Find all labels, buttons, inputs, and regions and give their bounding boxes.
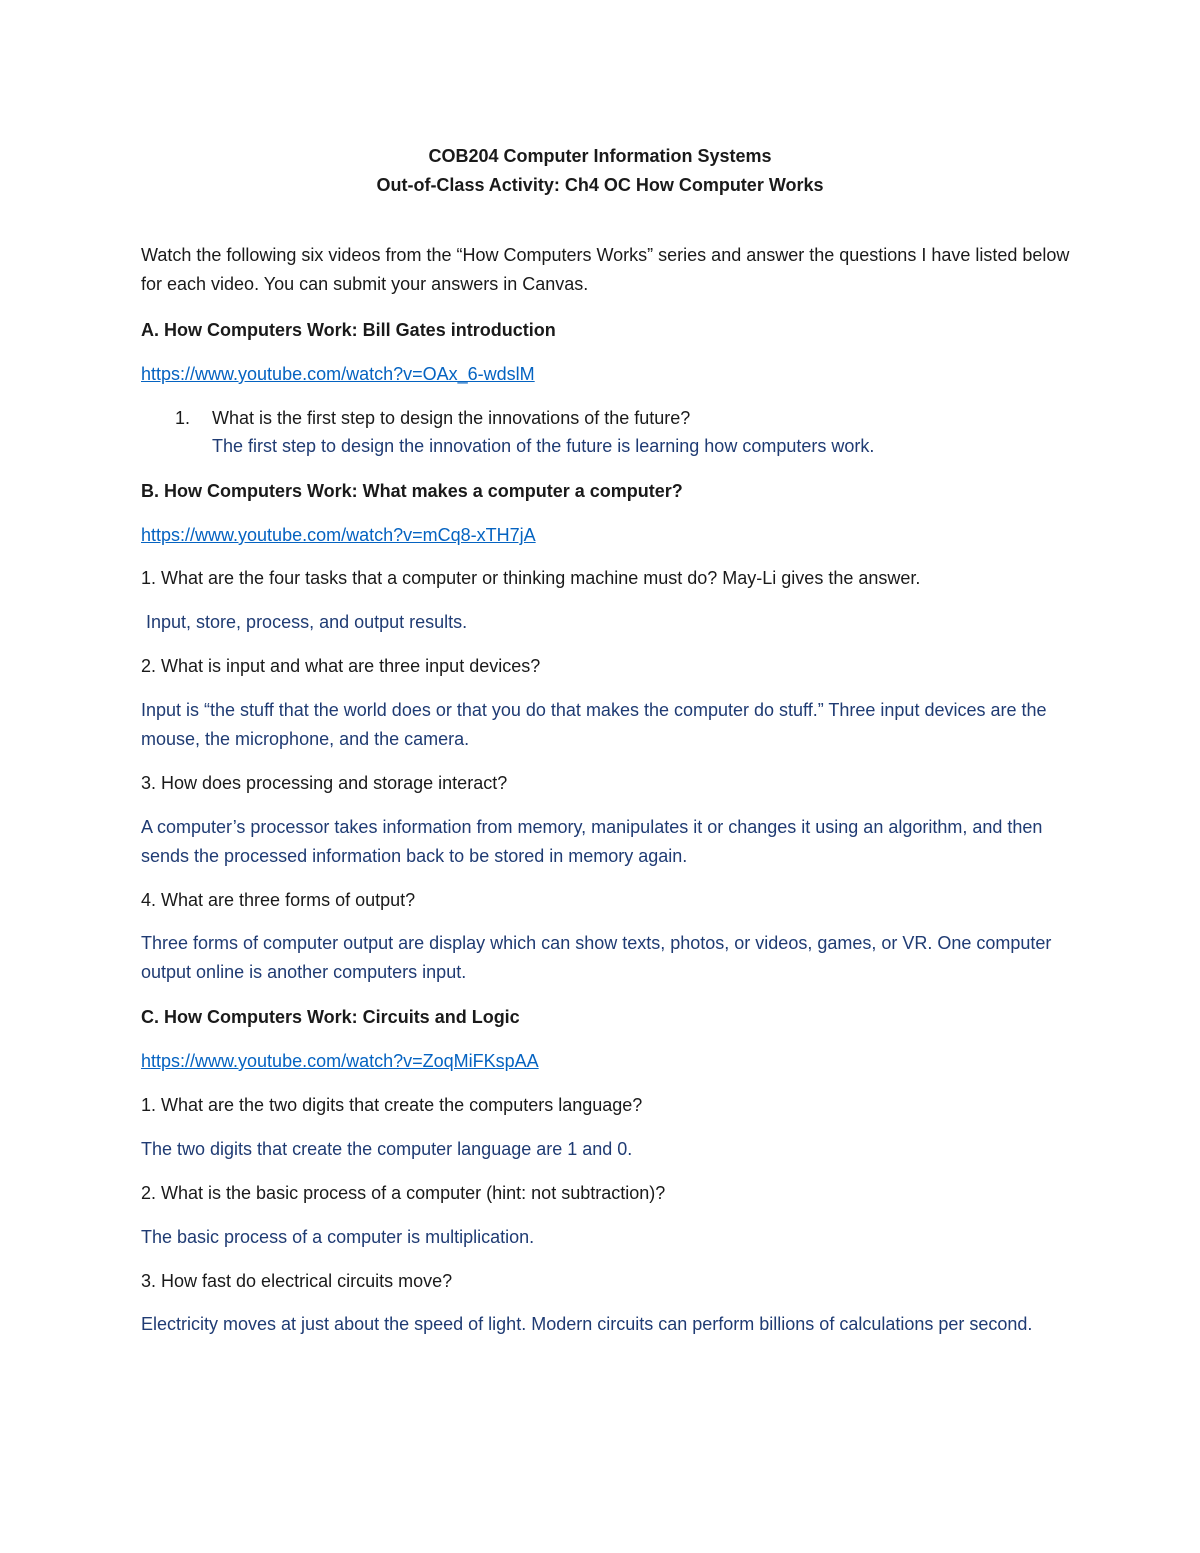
section-c-answer-2: The basic process of a computer is multiplication. (141, 1227, 535, 1247)
section-a-video-link[interactable]: https://www.youtube.com/watch?v=OAx_6-wdslM (141, 364, 535, 384)
section-a-answer-1: The first step to design the innovation of the future is learning how computers work. (212, 436, 875, 456)
section-b-answer-2: Input is “the stuff that the world does or that you do that makes the computer do stuff.” Three input devices are the mouse, the microphone, and the camera. (141, 700, 1047, 749)
question-text: What is the first step to design the innovations of the future? (212, 408, 691, 428)
section-c-video-link[interactable]: https://www.youtube.com/watch?v=ZoqMiFKspAA (141, 1051, 539, 1071)
section-c-answer-1: The two digits that create the computer language are 1 and 0. (141, 1139, 633, 1159)
section-b-question-3: 3. How does processing and storage interact? (141, 773, 508, 793)
section-a-heading: A. How Computers Work: Bill Gates introduction (141, 320, 556, 340)
section-c-question-3: 3. How fast do electrical circuits move? (141, 1271, 453, 1291)
section-b-question-2: 2. What is input and what are three input devices? (141, 656, 541, 676)
section-a-question-1 (175, 406, 690, 430)
document-title: COB204 Computer Information Systems (428, 146, 772, 166)
section-b-question-4: 4. What are three forms of output? (141, 890, 416, 910)
document-subtitle: Out-of-Class Activity: Ch4 OC How Computer Works (376, 175, 824, 195)
section-c-question-1: 1. What are the two digits that create the computers language? (141, 1095, 643, 1115)
section-b-answer-1: Input, store, process, and output results. (146, 612, 468, 632)
section-b-answer-3: A computer’s processor takes information from memory, manipulates it or changes it using an algorithm, and then sends the processed information back to be stored in memory again. (141, 817, 1043, 866)
section-b-video-link[interactable]: https://www.youtube.com/watch?v=mCq8-xTH7jA (141, 525, 536, 545)
section-c-question-2: 2. What is the basic process of a computer (hint: not subtraction)? (141, 1183, 666, 1203)
section-b-heading: B. How Computers Work: What makes a computer a computer? (141, 481, 683, 501)
section-b-question-1: 1. What are the four tasks that a computer or thinking machine must do? May-Li gives the answer. (141, 568, 921, 588)
list-number: 1. (175, 408, 191, 428)
intro-paragraph: Watch the following six videos from the “How Computers Works” series and answer the questions I have listed below for each video. You can submit your answers in Canvas. (141, 245, 1070, 294)
section-c-heading: C. How Computers Work: Circuits and Logic (141, 1007, 520, 1027)
section-c-answer-3: Electricity moves at just about the speed of light. Modern circuits can perform billions of calculations per second. (141, 1314, 1033, 1334)
section-b-answer-4: Three forms of computer output are display which can show texts, photos, or videos, games, or VR. One computer output online is another computers input. (141, 933, 1052, 982)
